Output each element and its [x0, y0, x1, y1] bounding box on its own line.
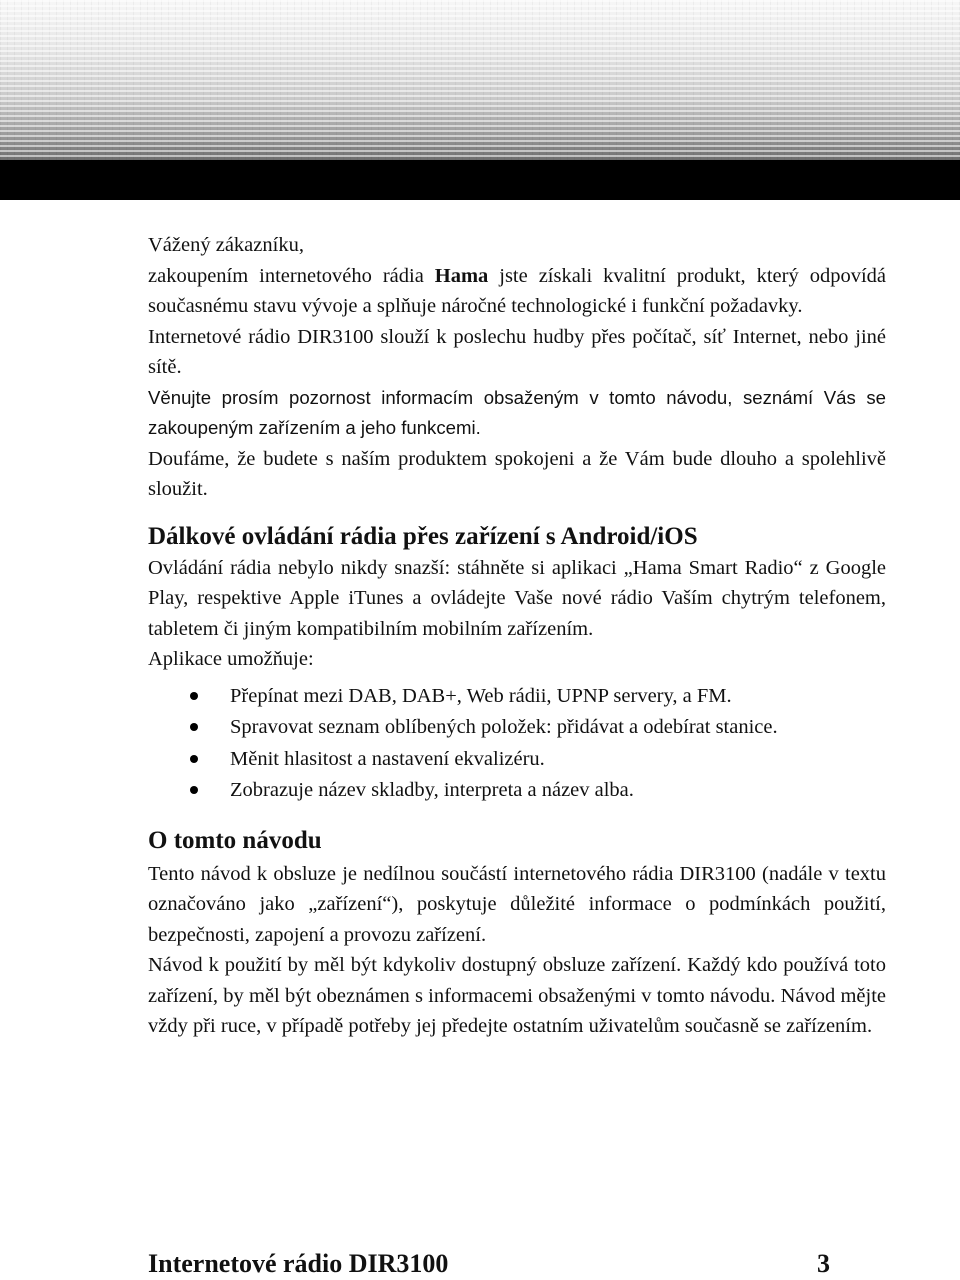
about-manual-paragraph-1: Tento návod k obsluze je nedílnou součástí internetového rádia DIR3100 (nadále v textu označováno jako „zařízení“), poskytuje důležité informace o podmínkách použití, bezpečnosti, zapojení a provozu zařízení.: [148, 862, 886, 946]
feature-text: Přepínat mezi DAB, DAB+, Web rádii, UPNP servery, a FM.: [230, 684, 732, 707]
page-content: [148, 230, 886, 1042]
list-item: [148, 681, 886, 713]
list-item: [148, 775, 886, 807]
greeting: Vážený zákazníku,: [148, 234, 304, 256]
bullet-icon: [190, 692, 198, 700]
app-features-list: [148, 681, 886, 807]
list-item: [148, 744, 886, 776]
bullet-icon: [190, 786, 198, 794]
feature-text: Spravovat seznam oblíbených položek: přidávat a odebírat stanice.: [230, 716, 778, 738]
bullet-icon: [190, 755, 198, 763]
intro-text-pre: zakoupením internetového rádia: [148, 264, 435, 287]
remote-control-paragraph: Ovládání rádia nebylo nikdy snazší: stáhněte si aplikaci „Hama Smart Radio“ z Google Play, respektive Apple iTunes a ovládejte Vaše nové rádio Vaším chytrým telefonem, tabletem či jiným kompatibilním mobilním zařízením.: [148, 556, 886, 640]
feature-text: Zobrazuje název skladby, interpreta a název alba.: [230, 779, 634, 801]
list-item: [148, 712, 886, 744]
about-manual-paragraph-2: Návod k použití by měl být kdykoliv dostupný obsluze zařízení. Každý kdo používá toto zařízení, by měl být obeznámen s informacemi obsaženými v tomto návodu. Návod mějte vždy při ruce, v případě potřeby jej předejte ostatním uživatelům současně se zařízením.: [148, 954, 886, 1037]
about-manual-heading: O tomto návodu: [148, 826, 322, 854]
intro-paragraph-4: Doufáme, že budete s naším produktem spokojeni a že Vám bude dlouho a spolehlivě sloužit.: [148, 447, 886, 500]
app-features-intro: Aplikace umožňuje:: [148, 648, 314, 670]
feature-text: Měnit hlasitost a nastavení ekvalizéru.: [230, 747, 545, 770]
intro-text-post: jste získali kvalitní produkt, který odpovídá současnému stavu vývoje a splňuje náročné technologické i funkční požadavky.: [148, 264, 886, 317]
page-number: 3: [817, 1249, 830, 1278]
header-decorative-band: [0, 0, 960, 160]
footer-title: Internetové rádio DIR3100: [148, 1249, 449, 1278]
bullet-icon: [190, 723, 198, 731]
intro-paragraph-3: Věnujte prosím pozornost informacím obsaženým v tomto návodu, seznámí Vás se zakoupeným zařízením a jeho funkcemi.: [148, 386, 886, 438]
intro-paragraph-2: Internetové rádio DIR3100 slouží k poslechu hudby přes počítač, síť Internet, nebo jiné sítě.: [148, 325, 886, 378]
remote-control-heading: Dálkové ovládání rádia přes zařízení s Android/iOS: [148, 522, 698, 550]
header-black-bar: [0, 160, 960, 200]
brand-name: Hama: [434, 264, 489, 287]
intro-paragraph-1: [148, 261, 886, 322]
